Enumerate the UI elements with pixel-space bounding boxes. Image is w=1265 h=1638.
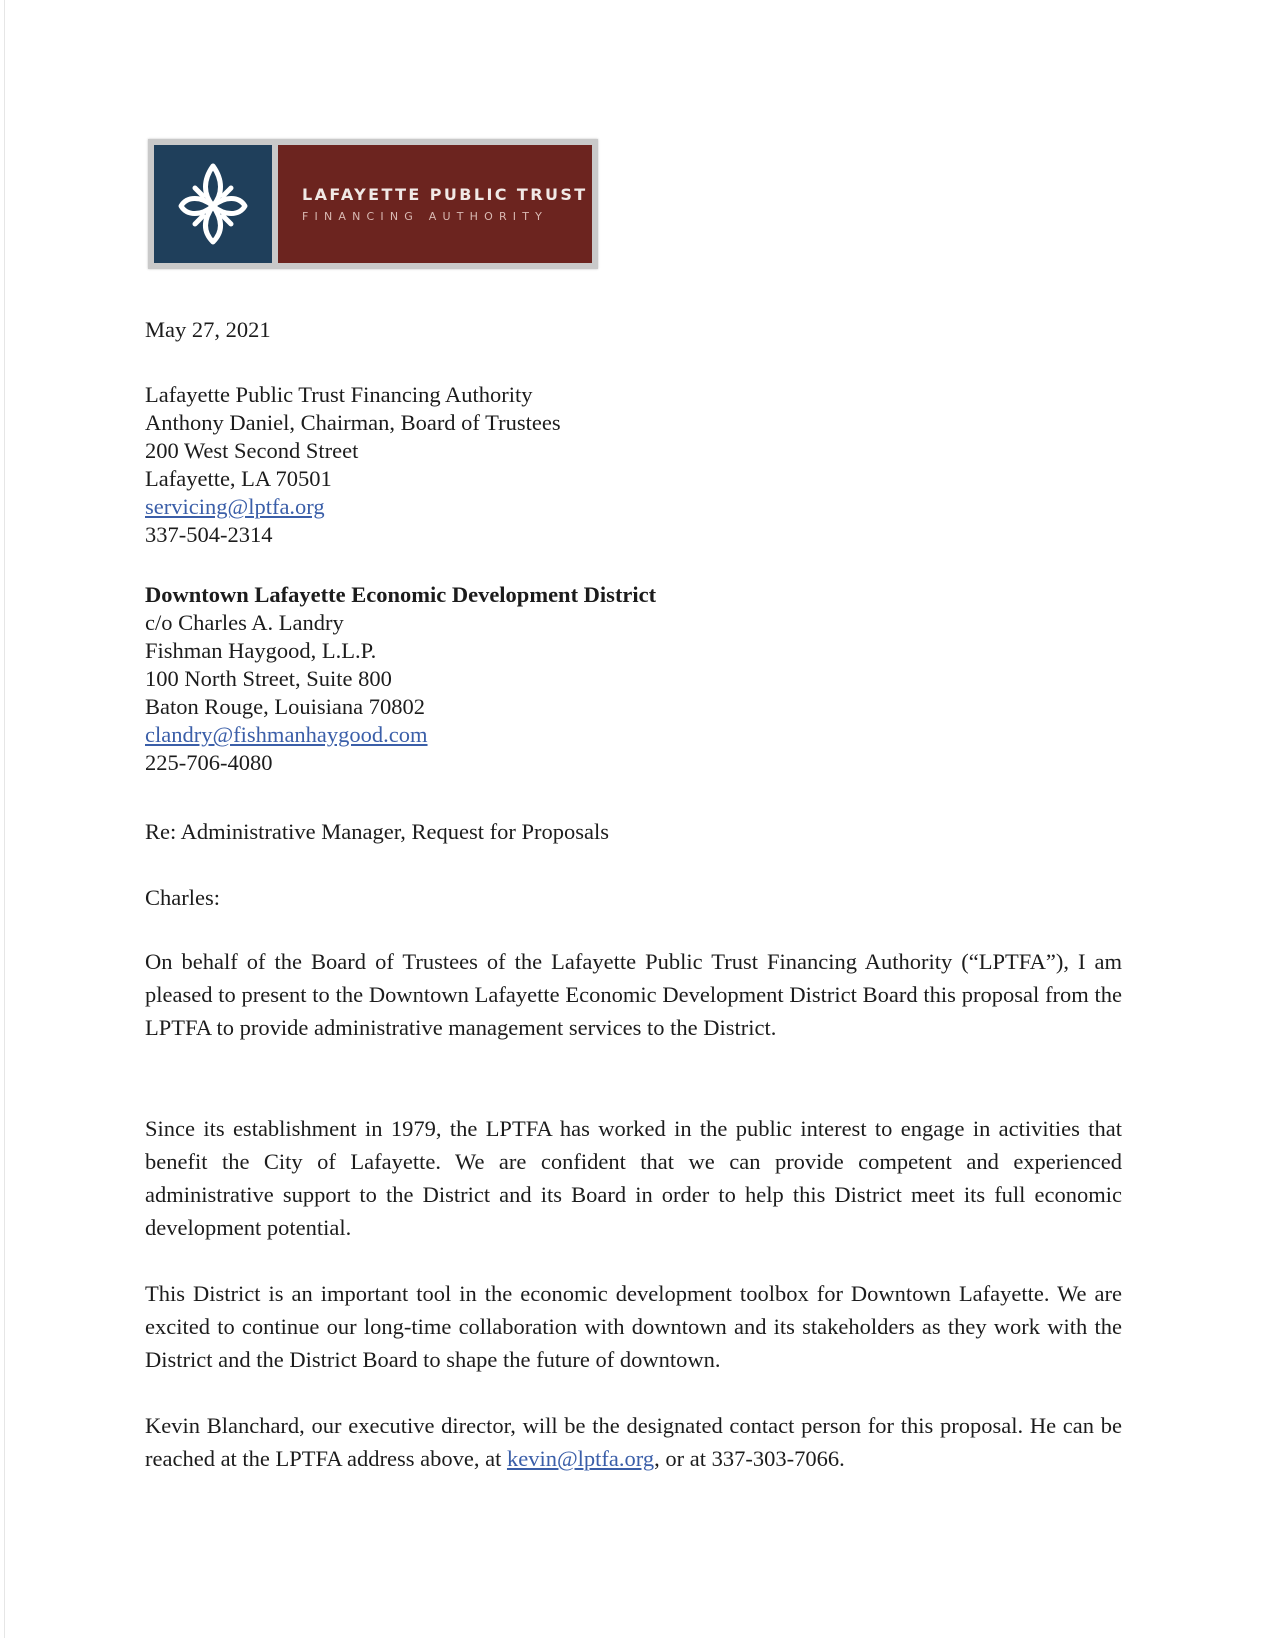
email-link[interactable]: clandry@fishmanhaygood.com: [145, 722, 428, 747]
organization-logo: [148, 139, 598, 269]
email-link[interactable]: servicing@lptfa.org: [145, 494, 325, 519]
address-line: Fishman Haygood, L.L.P.: [145, 638, 377, 663]
salutation: Charles:: [145, 885, 220, 910]
letter-date: May 27, 2021: [145, 317, 271, 342]
page-edge: [4, 0, 5, 1638]
email-line: [145, 493, 561, 521]
fleur-de-lis-icon: [154, 145, 272, 263]
district-name: Downtown Lafayette Economic Development District: [145, 582, 657, 607]
logo-name: LAFAYETTE PUBLIC TRUST: [302, 185, 588, 204]
recipient-address-lptfa: [145, 381, 561, 549]
subject-line: Re: Administrative Manager, Request for Proposals: [145, 819, 610, 844]
recipient-address-district: [145, 581, 656, 777]
paragraph-text: Kevin Blanchard, our executive director, will be the designated contact person for this proposal. He can be reached at the LPTFA address above, at: [145, 1413, 1122, 1471]
phone-line: 337-504-2314: [145, 522, 273, 547]
address-line: Lafayette Public Trust Financing Authority: [145, 382, 533, 407]
email-line: [145, 721, 656, 749]
address-line: Lafayette, LA 70501: [145, 466, 332, 491]
address-line: 200 West Second Street: [145, 438, 359, 463]
logo-wordmark: [278, 145, 592, 263]
phone-line: 225-706-4080: [145, 750, 273, 775]
address-line: c/o Charles A. Landry: [145, 610, 344, 635]
body-paragraph: [145, 1409, 1122, 1475]
logo-subtitle: FINANCING AUTHORITY: [302, 210, 549, 223]
body-paragraph: Since its establishment in 1979, the LPTFA has worked in the public interest to engage in activities that benefit the City of Lafayette. We are confident that we can provide competent and experienced administrative support to the District and its Board in order to help this District meet its full economic development potential.: [145, 1116, 1122, 1240]
paragraph-text: , or at 337-303-7066.: [654, 1446, 845, 1471]
address-line: Baton Rouge, Louisiana 70802: [145, 694, 425, 719]
body-paragraph: This District is an important tool in the economic development toolbox for Downtown Lafayette. We are excited to continue our long-time collaboration with downtown and its stakeholders as they work with the District and the District Board to shape the future of downtown.: [145, 1281, 1122, 1372]
address-line: 100 North Street, Suite 800: [145, 666, 392, 691]
body-paragraph: On behalf of the Board of Trustees of the Lafayette Public Trust Financing Authority (“LPTFA”), I am pleased to present to the Downtown Lafayette Economic Development District Board this proposal from the LPTFA to provide administrative management services to the District.: [145, 949, 1122, 1040]
address-line: Anthony Daniel, Chairman, Board of Trustees: [145, 410, 561, 435]
email-link[interactable]: kevin@lptfa.org: [506, 1446, 655, 1471]
